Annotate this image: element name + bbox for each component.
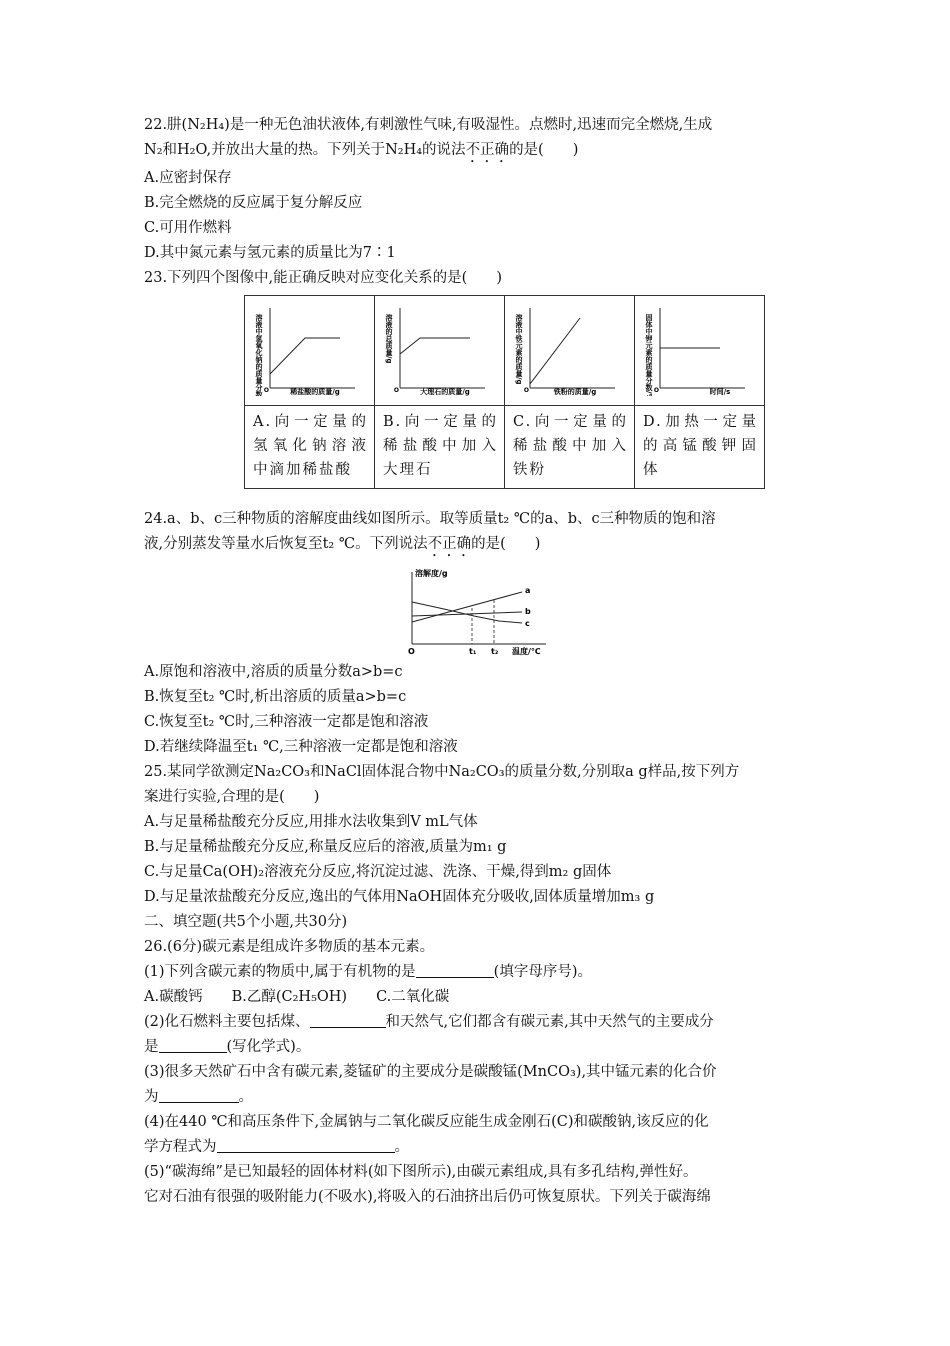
q22-option-d: D.其中氮元素与氢元素的质量比为7∶1 bbox=[144, 245, 396, 261]
answer-blank bbox=[217, 1136, 395, 1153]
section-heading: 二、填空题(共5个小题,共30分) bbox=[144, 914, 348, 930]
q23-option-c: C.向一定量的稀盐酸中加入铁粉 bbox=[505, 406, 635, 489]
emphasis-text: 不正确 bbox=[427, 536, 472, 552]
answer-blank bbox=[416, 961, 494, 978]
emphasis-text: 不正确 bbox=[465, 142, 510, 158]
answer-blank bbox=[159, 1036, 227, 1053]
q24-line2: 液,分别蒸发等量水后恢复至t₂ ℃。下列说法不正确的是( ) bbox=[144, 536, 541, 552]
q22-option-c: C.可用作燃料 bbox=[144, 220, 232, 236]
q25-line1: 25.某同学欲测定Na₂CO₃和NaCl固体混合物中Na₂CO₃的质量分数,分别取a g样品,按下列方 bbox=[144, 764, 740, 780]
q23-stem: 23.下列四个图像中,能正确反映对应变化关系的是( ) bbox=[144, 270, 502, 286]
q26-part2: (2)化石燃料主要包括煤、 和天然气,它们都含有碳元素,其中天然气的主要成分 bbox=[144, 1010, 810, 1035]
q24-option-d: D.若继续降温至t₁ ℃,三种溶液一定都是饱和溶液 bbox=[144, 739, 458, 755]
graph-xlabel: 稀盐酸的质量/g bbox=[290, 388, 340, 396]
figure-xlabel: 温度/℃ bbox=[512, 647, 541, 656]
q22-option-b: B.完全燃烧的反应属于复分解反应 bbox=[144, 195, 363, 211]
answer-blank bbox=[310, 1011, 386, 1028]
q23-option-a: A.向一定量的氢氧化钠溶液中滴加稀盐酸 bbox=[245, 406, 375, 489]
q23-graph-b bbox=[375, 296, 505, 406]
exam-page bbox=[144, 113, 810, 1210]
q22-option-a: A.应密封保存 bbox=[144, 170, 232, 186]
graph-ylabel: 溶液中铁元素的质量/g bbox=[515, 314, 523, 385]
graph-ylabel: 固体中钾元素的质量分数/% bbox=[645, 314, 653, 396]
curve-label-a: a bbox=[525, 586, 531, 595]
q26-part1-options: A.碳酸钙 B.乙醇(C₂H₅OH) C.二氧化碳 bbox=[144, 989, 450, 1005]
q23-table bbox=[244, 295, 765, 489]
q25-option-b: B.与足量稀盐酸充分反应,称量反应后的溶液,质量为m₁ g bbox=[144, 839, 507, 855]
q26-part3-cont: 为 。 bbox=[144, 1085, 810, 1110]
figure-origin: O bbox=[408, 647, 415, 656]
q26-part5-cont: 它对石油有很强的吸附能力(不吸水),将吸入的石油挤出后仍可恢复原状。下列关于碳海绵 bbox=[144, 1189, 711, 1205]
q26-part1: (1)下列含碳元素的物质中,属于有机物的是 (填字母序号)。 bbox=[144, 960, 810, 985]
answer-blank bbox=[159, 1086, 239, 1103]
q25-line2: 案进行实验,合理的是( ) bbox=[144, 789, 320, 805]
graph-ylabel: 溶液的总质量/g bbox=[385, 314, 393, 364]
q24-option-b: B.恢复至t₂ ℃时,析出溶质的质量a>b=c bbox=[144, 689, 407, 705]
graph-xlabel: 时间/s bbox=[709, 388, 731, 396]
q26-part5: (5)“碳海绵”是已知最轻的固体材料(如下图所示),由碳元素组成,具有多孔结构,弹性好。 bbox=[144, 1164, 698, 1180]
q26-part3: (3)很多天然矿石中含有碳元素,菱锰矿的主要成分是碳酸锰(MnCO₃),其中锰元素的化合价 bbox=[144, 1064, 717, 1080]
figure-t1: t₁ bbox=[469, 647, 477, 656]
q25-option-d: D.与足量浓盐酸充分反应,逸出的气体用NaOH固体充分吸收,固体质量增加m₃ g bbox=[144, 889, 655, 905]
q23-option-b: B.向一定量的稀盐酸中加入大理石 bbox=[375, 406, 505, 489]
q22-line2: N₂和H₂O,并放出大量的热。下列关于N₂H₄的说法不正确的是( ) bbox=[144, 142, 579, 158]
graph-origin: O bbox=[653, 387, 659, 394]
figure-t2: t₂ bbox=[491, 647, 499, 656]
graph-xlabel: 铁粉的质量/g bbox=[553, 388, 597, 396]
figure-ylabel: 溶解度/g bbox=[415, 569, 448, 578]
curve-label-b: b bbox=[525, 607, 531, 616]
q23-graph-c bbox=[505, 296, 635, 406]
q24-option-c: C.恢复至t₂ ℃时,三种溶液一定都是饱和溶液 bbox=[144, 714, 429, 730]
q26-stem: 26.(6分)碳元素是组成许多物质的基本元素。 bbox=[144, 939, 435, 955]
q26-part2-cont: 是 (写化学式)。 bbox=[144, 1035, 810, 1060]
q23-option-d: D.加热一定量的高锰酸钾固体 bbox=[635, 406, 765, 489]
q25-option-c: C.与足量Ca(OH)₂溶液充分反应,将沉淀过滤、洗涤、干燥,得到m₂ g固体 bbox=[144, 864, 612, 880]
q24-option-a: A.原饱和溶液中,溶质的质量分数a>b=c bbox=[144, 664, 403, 680]
curve-label-c: c bbox=[525, 619, 530, 628]
graph-origin: O bbox=[393, 387, 399, 394]
q23-graph-d bbox=[635, 296, 765, 406]
graph-ylabel: 溶液中氢氧化钠的质量分数/% bbox=[255, 314, 263, 396]
q26-part4: (4)在440 ℃和高压条件下,金属钠与二氧化碳反应能生成金刚石(C)和碳酸钠,该反应的化 bbox=[144, 1114, 709, 1130]
graph-xlabel: 大理石的质量/g bbox=[420, 388, 470, 396]
q23-graph-a bbox=[245, 296, 375, 406]
graph-origin: O bbox=[263, 387, 269, 394]
graph-origin: O bbox=[523, 387, 529, 394]
q26-part4-cont: 学方程式为 。 bbox=[144, 1135, 810, 1160]
q25-option-a: A.与足量稀盐酸充分反应,用排水法收集到V mL气体 bbox=[144, 814, 478, 830]
q24-line1: 24.a、b、c三种物质的溶解度曲线如图所示。取等质量t₂ ℃的a、b、c三种物质的饱和溶 bbox=[144, 511, 716, 527]
q22-line1: 22.肼(N₂H₄)是一种无色油状液体,有刺激性气味,有吸湿性。点燃时,迅速而完全燃烧,生成 bbox=[144, 117, 713, 133]
solubility-figure bbox=[404, 566, 554, 656]
